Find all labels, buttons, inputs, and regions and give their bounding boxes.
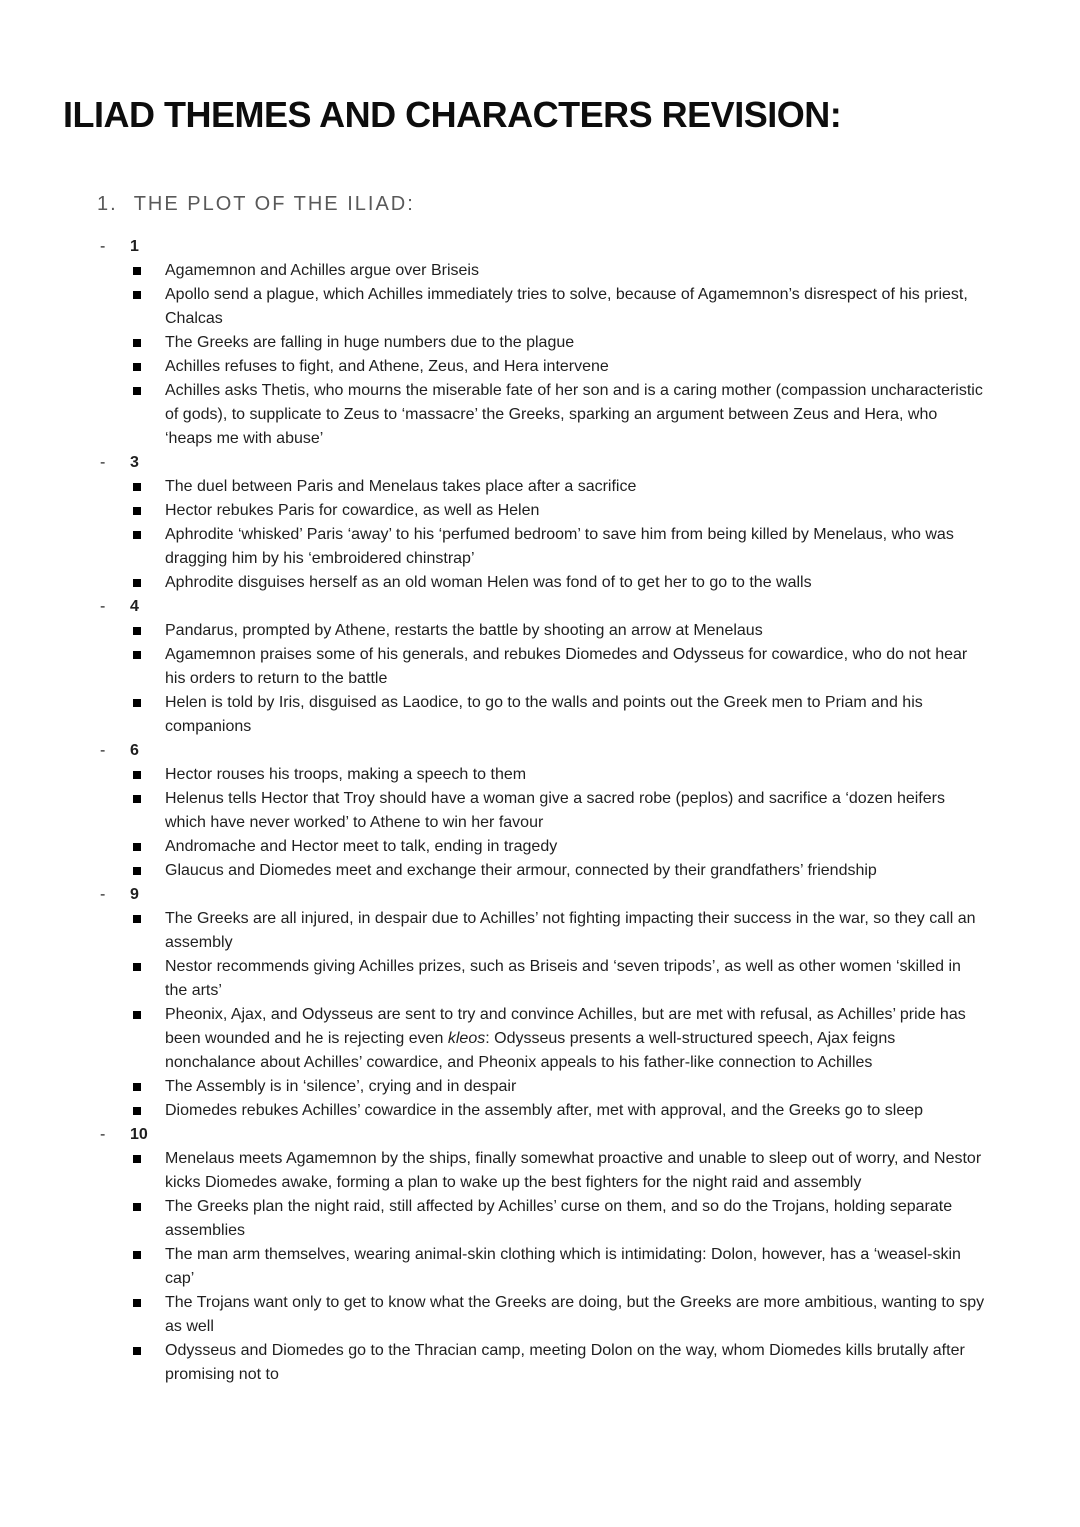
book-number-row <box>0 235 1080 259</box>
square-bullet-icon <box>133 1299 141 1307</box>
plot-point-text <box>165 907 985 955</box>
plot-point-text <box>165 955 985 1003</box>
text-segment: Apollo send a plague, which Achilles immediately tries to solve, because of Agamemnon’s disrespect of his priest, Chalcas <box>165 286 968 328</box>
section-heading <box>97 191 1080 217</box>
text-segment: Odysseus and Diomedes go to the Thracian camp, meeting Dolon on the way, whom Diomedes kills brutally after promising not to <box>165 1342 965 1384</box>
square-bullet-icon <box>133 267 141 275</box>
plot-point <box>0 763 1080 787</box>
plot-point-text <box>165 1339 985 1387</box>
book-number-row <box>0 595 1080 619</box>
book-section <box>0 595 1080 739</box>
plot-point-text <box>165 379 985 451</box>
section-heading-text: THE PLOT OF THE ILIAD: <box>133 193 415 216</box>
plot-point <box>0 619 1080 643</box>
book-number-row <box>0 739 1080 763</box>
book-number: 3 <box>130 454 139 472</box>
book-number-row <box>0 883 1080 907</box>
plot-point <box>0 1075 1080 1099</box>
plot-point-text <box>165 283 985 331</box>
plot-point <box>0 859 1080 883</box>
square-bullet-icon <box>133 795 141 803</box>
book-section <box>0 739 1080 883</box>
book-number: 9 <box>130 886 139 904</box>
dash-bullet: - <box>100 1126 106 1144</box>
plot-point <box>0 1291 1080 1339</box>
plot-point-text <box>165 523 985 571</box>
text-segment: Agamemnon and Achilles argue over Briseis <box>165 262 479 280</box>
dash-bullet: - <box>100 598 106 616</box>
square-bullet-icon <box>133 771 141 779</box>
plot-point <box>0 1147 1080 1195</box>
plot-point <box>0 835 1080 859</box>
plot-point <box>0 955 1080 1003</box>
plot-point <box>0 523 1080 571</box>
text-segment: The Greeks are falling in huge numbers due to the plague <box>165 334 575 352</box>
text-segment: Pheonix, Ajax, and Odysseus are sent to try and convince Achilles, but are met with refusal, as Achilles’ pride has been wounded and he is rejecting even <box>165 1006 966 1048</box>
text-segment: Helenus tells Hector that Troy should have a woman give a sacred robe (peplos) and sacrifice a ‘dozen heifers which have never worked’ to Athene to win her favour <box>165 790 945 832</box>
plot-point-text <box>165 1147 985 1195</box>
plot-point <box>0 571 1080 595</box>
square-bullet-icon <box>133 1347 141 1355</box>
plot-point <box>0 1339 1080 1387</box>
plot-point <box>0 1195 1080 1243</box>
square-bullet-icon <box>133 963 141 971</box>
plot-point <box>0 691 1080 739</box>
square-bullet-icon <box>133 363 141 371</box>
plot-point-text <box>165 835 985 859</box>
text-segment: Hector rouses his troops, making a speech to them <box>165 766 527 784</box>
text-segment: The Greeks plan the night raid, still affected by Achilles’ curse on them, and so do the Trojans, holding separate assemblies <box>165 1198 953 1240</box>
square-bullet-icon <box>133 507 141 515</box>
dash-bullet: - <box>100 454 106 472</box>
square-bullet-icon <box>133 1203 141 1211</box>
plot-point-text <box>165 259 985 283</box>
plot-point <box>0 331 1080 355</box>
square-bullet-icon <box>133 579 141 587</box>
book-section <box>0 235 1080 451</box>
text-segment: : Odysseus presents a well-structured speech, Ajax feigns nonchalance about Achilles’ cowardice, and Pheonix appeals to his father-like connection to Achilles <box>165 1030 896 1072</box>
plot-point <box>0 475 1080 499</box>
plot-point <box>0 499 1080 523</box>
square-bullet-icon <box>133 483 141 491</box>
plot-point <box>0 643 1080 691</box>
dash-bullet: - <box>100 742 106 760</box>
section-heading-number: 1. <box>97 193 118 216</box>
plot-point-text <box>165 571 985 595</box>
square-bullet-icon <box>133 699 141 707</box>
plot-point-text <box>165 1291 985 1339</box>
text-segment: Andromache and Hector meet to talk, ending in tragedy <box>165 838 558 856</box>
book-number: 1 <box>130 238 139 256</box>
text-segment: Pandarus, prompted by Athene, restarts the battle by shooting an arrow at Menelaus <box>165 622 763 640</box>
plot-point <box>0 1099 1080 1123</box>
text-segment: Helen is told by Iris, disguised as Laodice, to go to the walls and points out the Greek men to Priam and his companions <box>165 694 923 736</box>
plot-point-text <box>165 619 985 643</box>
text-segment: Nestor recommends giving Achilles prizes, such as Briseis and ‘seven tripods’, as well as other women ‘skilled in the arts’ <box>165 958 961 1000</box>
book-number-row <box>0 1123 1080 1147</box>
text-segment: The Greeks are all injured, in despair due to Achilles’ not fighting impacting their success in the war, so they call an assembly <box>165 910 976 952</box>
text-segment: Menelaus meets Agamemnon by the ships, finally somewhat proactive and unable to sleep out of worry, and Nestor kicks Diomedes awake, forming a plan to wake up the best fighters for the night raid and assembly <box>165 1150 982 1192</box>
plot-point-text <box>165 787 985 835</box>
text-segment: The Assembly is in ‘silence’, crying and in despair <box>165 1078 517 1096</box>
plot-point-text <box>165 1075 985 1099</box>
book-number-row <box>0 451 1080 475</box>
book-section <box>0 883 1080 1123</box>
square-bullet-icon <box>133 1083 141 1091</box>
square-bullet-icon <box>133 843 141 851</box>
square-bullet-icon <box>133 1251 141 1259</box>
plot-outline-list <box>0 235 1080 1387</box>
square-bullet-icon <box>133 651 141 659</box>
square-bullet-icon <box>133 339 141 347</box>
square-bullet-icon <box>133 1011 141 1019</box>
plot-point-text <box>165 1243 985 1291</box>
plot-point-text <box>165 1099 985 1123</box>
plot-point <box>0 1243 1080 1291</box>
square-bullet-icon <box>133 627 141 635</box>
text-segment: Diomedes rebukes Achilles’ cowardice in the assembly after, met with approval, and the Greeks go to sleep <box>165 1102 924 1120</box>
plot-point <box>0 259 1080 283</box>
plot-point <box>0 379 1080 451</box>
text-segment: Agamemnon praises some of his generals, and rebukes Diomedes and Odysseus for cowardice, who do not hear his orders to return to the battle <box>165 646 968 688</box>
book-section <box>0 451 1080 595</box>
plot-point-text <box>165 1195 985 1243</box>
dash-bullet: - <box>100 886 106 904</box>
plot-point <box>0 1003 1080 1075</box>
plot-point-text <box>165 475 985 499</box>
plot-point-text <box>165 1003 985 1075</box>
book-section <box>0 1123 1080 1387</box>
plot-point-text <box>165 859 985 883</box>
dash-bullet: - <box>100 238 106 256</box>
plot-point <box>0 907 1080 955</box>
square-bullet-icon <box>133 867 141 875</box>
square-bullet-icon <box>133 915 141 923</box>
text-segment: The duel between Paris and Menelaus takes place after a sacrifice <box>165 478 637 496</box>
text-segment: Glaucus and Diomedes meet and exchange their armour, connected by their grandfathers’ friendship <box>165 862 877 880</box>
text-segment: Achilles asks Thetis, who mourns the miserable fate of her son and is a caring mother (compassion uncharacteristic of gods), to supplicate to Zeus to ‘massacre’ the Greeks, sparking an argument between Zeus and Hera, who ‘heaps me with abuse’ <box>165 382 983 448</box>
plot-point-text <box>165 763 985 787</box>
page-title: ILIAD THEMES AND CHARACTERS REVISION: <box>63 94 842 135</box>
square-bullet-icon <box>133 1107 141 1115</box>
text-segment: Achilles refuses to fight, and Athene, Zeus, and Hera intervene <box>165 358 609 376</box>
text-segment: The man arm themselves, wearing animal-skin clothing which is intimidating: Dolon, however, has a ‘weasel-skin cap’ <box>165 1246 961 1288</box>
square-bullet-icon <box>133 531 141 539</box>
plot-point-text <box>165 331 985 355</box>
square-bullet-icon <box>133 291 141 299</box>
plot-point-text <box>165 643 985 691</box>
italic-term: kleos <box>447 1030 486 1048</box>
plot-point-text <box>165 355 985 379</box>
book-number: 4 <box>130 598 139 616</box>
text-segment: Aphrodite disguises herself as an old woman Helen was fond of to get her to go to the walls <box>165 574 812 592</box>
plot-point <box>0 355 1080 379</box>
plot-point <box>0 283 1080 331</box>
text-segment: Aphrodite ‘whisked’ Paris ‘away’ to his ‘perfumed bedroom’ to save him from being killed by Menelaus, who was dragging him by his ‘embroidered chinstrap’ <box>165 526 954 568</box>
text-segment: The Trojans want only to get to know what the Greeks are doing, but the Greeks are more ambitious, wanting to spy as well <box>165 1294 985 1336</box>
square-bullet-icon <box>133 387 141 395</box>
plot-point <box>0 787 1080 835</box>
square-bullet-icon <box>133 1155 141 1163</box>
book-number: 10 <box>130 1126 148 1144</box>
book-number: 6 <box>130 742 139 760</box>
plot-point-text <box>165 499 985 523</box>
plot-point-text <box>165 691 985 739</box>
text-segment: Hector rebukes Paris for cowardice, as well as Helen <box>165 502 540 520</box>
